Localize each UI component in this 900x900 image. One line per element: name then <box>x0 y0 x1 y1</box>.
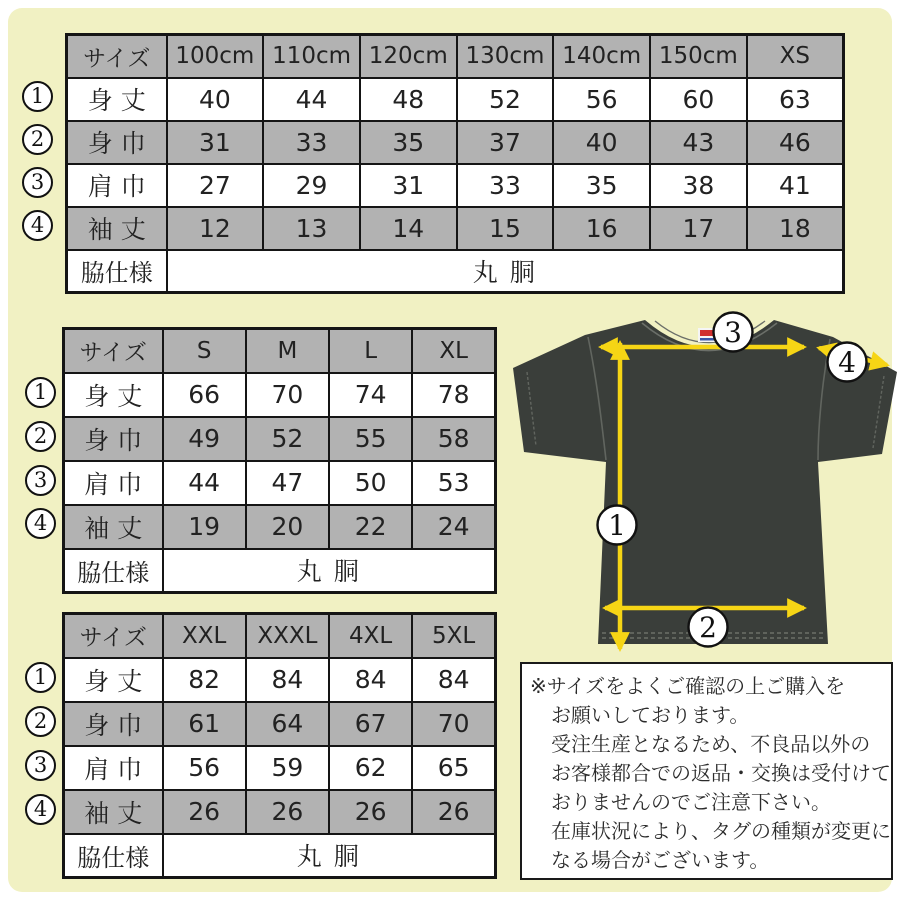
purchase-notice-box <box>520 662 893 880</box>
value-cell: 35 <box>360 121 457 164</box>
row-marker-2: 2 <box>25 421 56 452</box>
row-marker-3: 3 <box>22 167 53 198</box>
size-table-xxl-5xl <box>62 612 497 879</box>
row-label: 肩 巾 <box>67 164 167 207</box>
row-label: 身 巾 <box>64 417 163 461</box>
size-column-header: M <box>246 329 329 373</box>
value-cell: 62 <box>329 746 412 790</box>
table-row <box>67 207 844 250</box>
measure-label-4 <box>828 343 867 382</box>
measure-label-2 <box>689 608 728 647</box>
value-cell: 15 <box>457 207 554 250</box>
table-row <box>64 417 496 461</box>
value-cell: 29 <box>263 164 360 207</box>
side-spec-label: 脇仕様 <box>67 250 167 293</box>
row-marker-3: 3 <box>25 750 56 781</box>
row-marker-4: 4 <box>25 508 56 539</box>
side-spec-label: 脇仕様 <box>64 549 163 593</box>
svg-text:1: 1 <box>608 509 626 542</box>
value-cell: 67 <box>329 702 412 746</box>
value-cell: 66 <box>163 373 246 417</box>
notice-line: お願いしております。 <box>551 703 750 727</box>
table-row <box>64 461 496 505</box>
value-cell: 33 <box>457 164 554 207</box>
row-label: 肩 巾 <box>64 746 163 790</box>
size-column-header: 130cm <box>457 35 554 78</box>
size-column-header: XS <box>747 35 844 78</box>
size-table-kids-xs <box>65 33 845 294</box>
row-marker-3: 3 <box>25 465 56 496</box>
size-column-header: XXL <box>163 614 246 658</box>
svg-text:4: 4 <box>838 346 856 379</box>
row-label: 身 丈 <box>67 78 167 121</box>
notice-line: ※サイズをよくご確認の上ご購入を <box>530 674 846 698</box>
value-cell: 55 <box>329 417 412 461</box>
size-label-header: サイズ <box>67 35 167 78</box>
value-cell: 26 <box>412 790 495 834</box>
value-cell: 37 <box>457 121 554 164</box>
row-label: 身 丈 <box>64 373 163 417</box>
size-table-s-xl <box>62 327 497 594</box>
value-cell: 35 <box>553 164 650 207</box>
tshirt-measurement-diagram <box>508 310 900 655</box>
size-column-header: XL <box>412 329 495 373</box>
measure-label-1 <box>598 506 637 545</box>
value-cell: 43 <box>650 121 747 164</box>
value-cell: 56 <box>553 78 650 121</box>
size-column-header: 140cm <box>553 35 650 78</box>
size-column-header: 5XL <box>412 614 495 658</box>
size-column-header: 100cm <box>167 35 264 78</box>
notice-line: お客様都合での返品・交換は受付けて <box>551 761 891 785</box>
row-marker-4: 4 <box>25 794 56 825</box>
row-label: 身 巾 <box>64 702 163 746</box>
row-marker-4: 4 <box>22 210 53 241</box>
table-row <box>64 746 496 790</box>
table-row <box>64 505 496 549</box>
notice-line: なる場合がございます。 <box>551 848 770 872</box>
size-column-header: 150cm <box>650 35 747 78</box>
footer-row <box>64 549 496 593</box>
value-cell: 17 <box>650 207 747 250</box>
value-cell: 52 <box>246 417 329 461</box>
row-marker-1: 1 <box>25 377 56 408</box>
value-cell: 20 <box>246 505 329 549</box>
size-label-header: サイズ <box>64 614 163 658</box>
value-cell: 74 <box>329 373 412 417</box>
value-cell: 13 <box>263 207 360 250</box>
notice-line: 受注生産となるため、不良品以外の <box>551 732 871 756</box>
size-column-header: 120cm <box>360 35 457 78</box>
value-cell: 33 <box>263 121 360 164</box>
table-row <box>67 164 844 207</box>
value-cell: 19 <box>163 505 246 549</box>
value-cell: 82 <box>163 658 246 702</box>
row-label: 袖 丈 <box>64 505 163 549</box>
size-column-header: 4XL <box>329 614 412 658</box>
value-cell: 50 <box>329 461 412 505</box>
value-cell: 47 <box>246 461 329 505</box>
size-column-header: 110cm <box>263 35 360 78</box>
notice-line: 在庫状況により、タグの種類が変更に <box>551 819 891 843</box>
row-marker-1: 1 <box>25 662 56 693</box>
side-spec-value: 丸 胴 <box>163 834 496 878</box>
row-label: 袖 丈 <box>67 207 167 250</box>
table-row <box>67 121 844 164</box>
value-cell: 84 <box>412 658 495 702</box>
svg-text:2: 2 <box>699 611 717 644</box>
row-label: 身 巾 <box>67 121 167 164</box>
size-column-header: XXXL <box>246 614 329 658</box>
size-column-header: S <box>163 329 246 373</box>
value-cell: 41 <box>747 164 844 207</box>
value-cell: 40 <box>553 121 650 164</box>
value-cell: 63 <box>747 78 844 121</box>
svg-text:3: 3 <box>724 316 742 349</box>
table-row <box>64 373 496 417</box>
value-cell: 26 <box>246 790 329 834</box>
row-marker-1: 1 <box>22 81 53 112</box>
value-cell: 70 <box>412 702 495 746</box>
value-cell: 18 <box>747 207 844 250</box>
measure-label-3 <box>714 313 753 352</box>
value-cell: 31 <box>360 164 457 207</box>
value-cell: 46 <box>747 121 844 164</box>
value-cell: 12 <box>167 207 264 250</box>
value-cell: 26 <box>329 790 412 834</box>
value-cell: 31 <box>167 121 264 164</box>
value-cell: 38 <box>650 164 747 207</box>
row-marker-2: 2 <box>22 124 53 155</box>
side-spec-value: 丸 胴 <box>167 250 844 293</box>
row-label: 肩 巾 <box>64 461 163 505</box>
value-cell: 60 <box>650 78 747 121</box>
size-label-header: サイズ <box>64 329 163 373</box>
row-marker-2: 2 <box>25 706 56 737</box>
footer-row <box>64 834 496 878</box>
value-cell: 48 <box>360 78 457 121</box>
value-cell: 64 <box>246 702 329 746</box>
value-cell: 53 <box>412 461 495 505</box>
value-cell: 84 <box>246 658 329 702</box>
value-cell: 58 <box>412 417 495 461</box>
table-row <box>67 78 844 121</box>
value-cell: 40 <box>167 78 264 121</box>
size-column-header: L <box>329 329 412 373</box>
value-cell: 61 <box>163 702 246 746</box>
value-cell: 44 <box>263 78 360 121</box>
value-cell: 22 <box>329 505 412 549</box>
value-cell: 24 <box>412 505 495 549</box>
row-label: 身 丈 <box>64 658 163 702</box>
table-row <box>64 702 496 746</box>
value-cell: 78 <box>412 373 495 417</box>
value-cell: 84 <box>329 658 412 702</box>
value-cell: 49 <box>163 417 246 461</box>
row-label: 袖 丈 <box>64 790 163 834</box>
value-cell: 56 <box>163 746 246 790</box>
value-cell: 14 <box>360 207 457 250</box>
table-row <box>64 790 496 834</box>
value-cell: 16 <box>553 207 650 250</box>
value-cell: 70 <box>246 373 329 417</box>
notice-line: おりませんのでご注意下さい。 <box>551 790 831 814</box>
table-row <box>64 658 496 702</box>
value-cell: 44 <box>163 461 246 505</box>
value-cell: 52 <box>457 78 554 121</box>
side-spec-label: 脇仕様 <box>64 834 163 878</box>
value-cell: 65 <box>412 746 495 790</box>
value-cell: 59 <box>246 746 329 790</box>
side-spec-value: 丸 胴 <box>163 549 496 593</box>
value-cell: 27 <box>167 164 264 207</box>
value-cell: 26 <box>163 790 246 834</box>
footer-row <box>67 250 844 293</box>
